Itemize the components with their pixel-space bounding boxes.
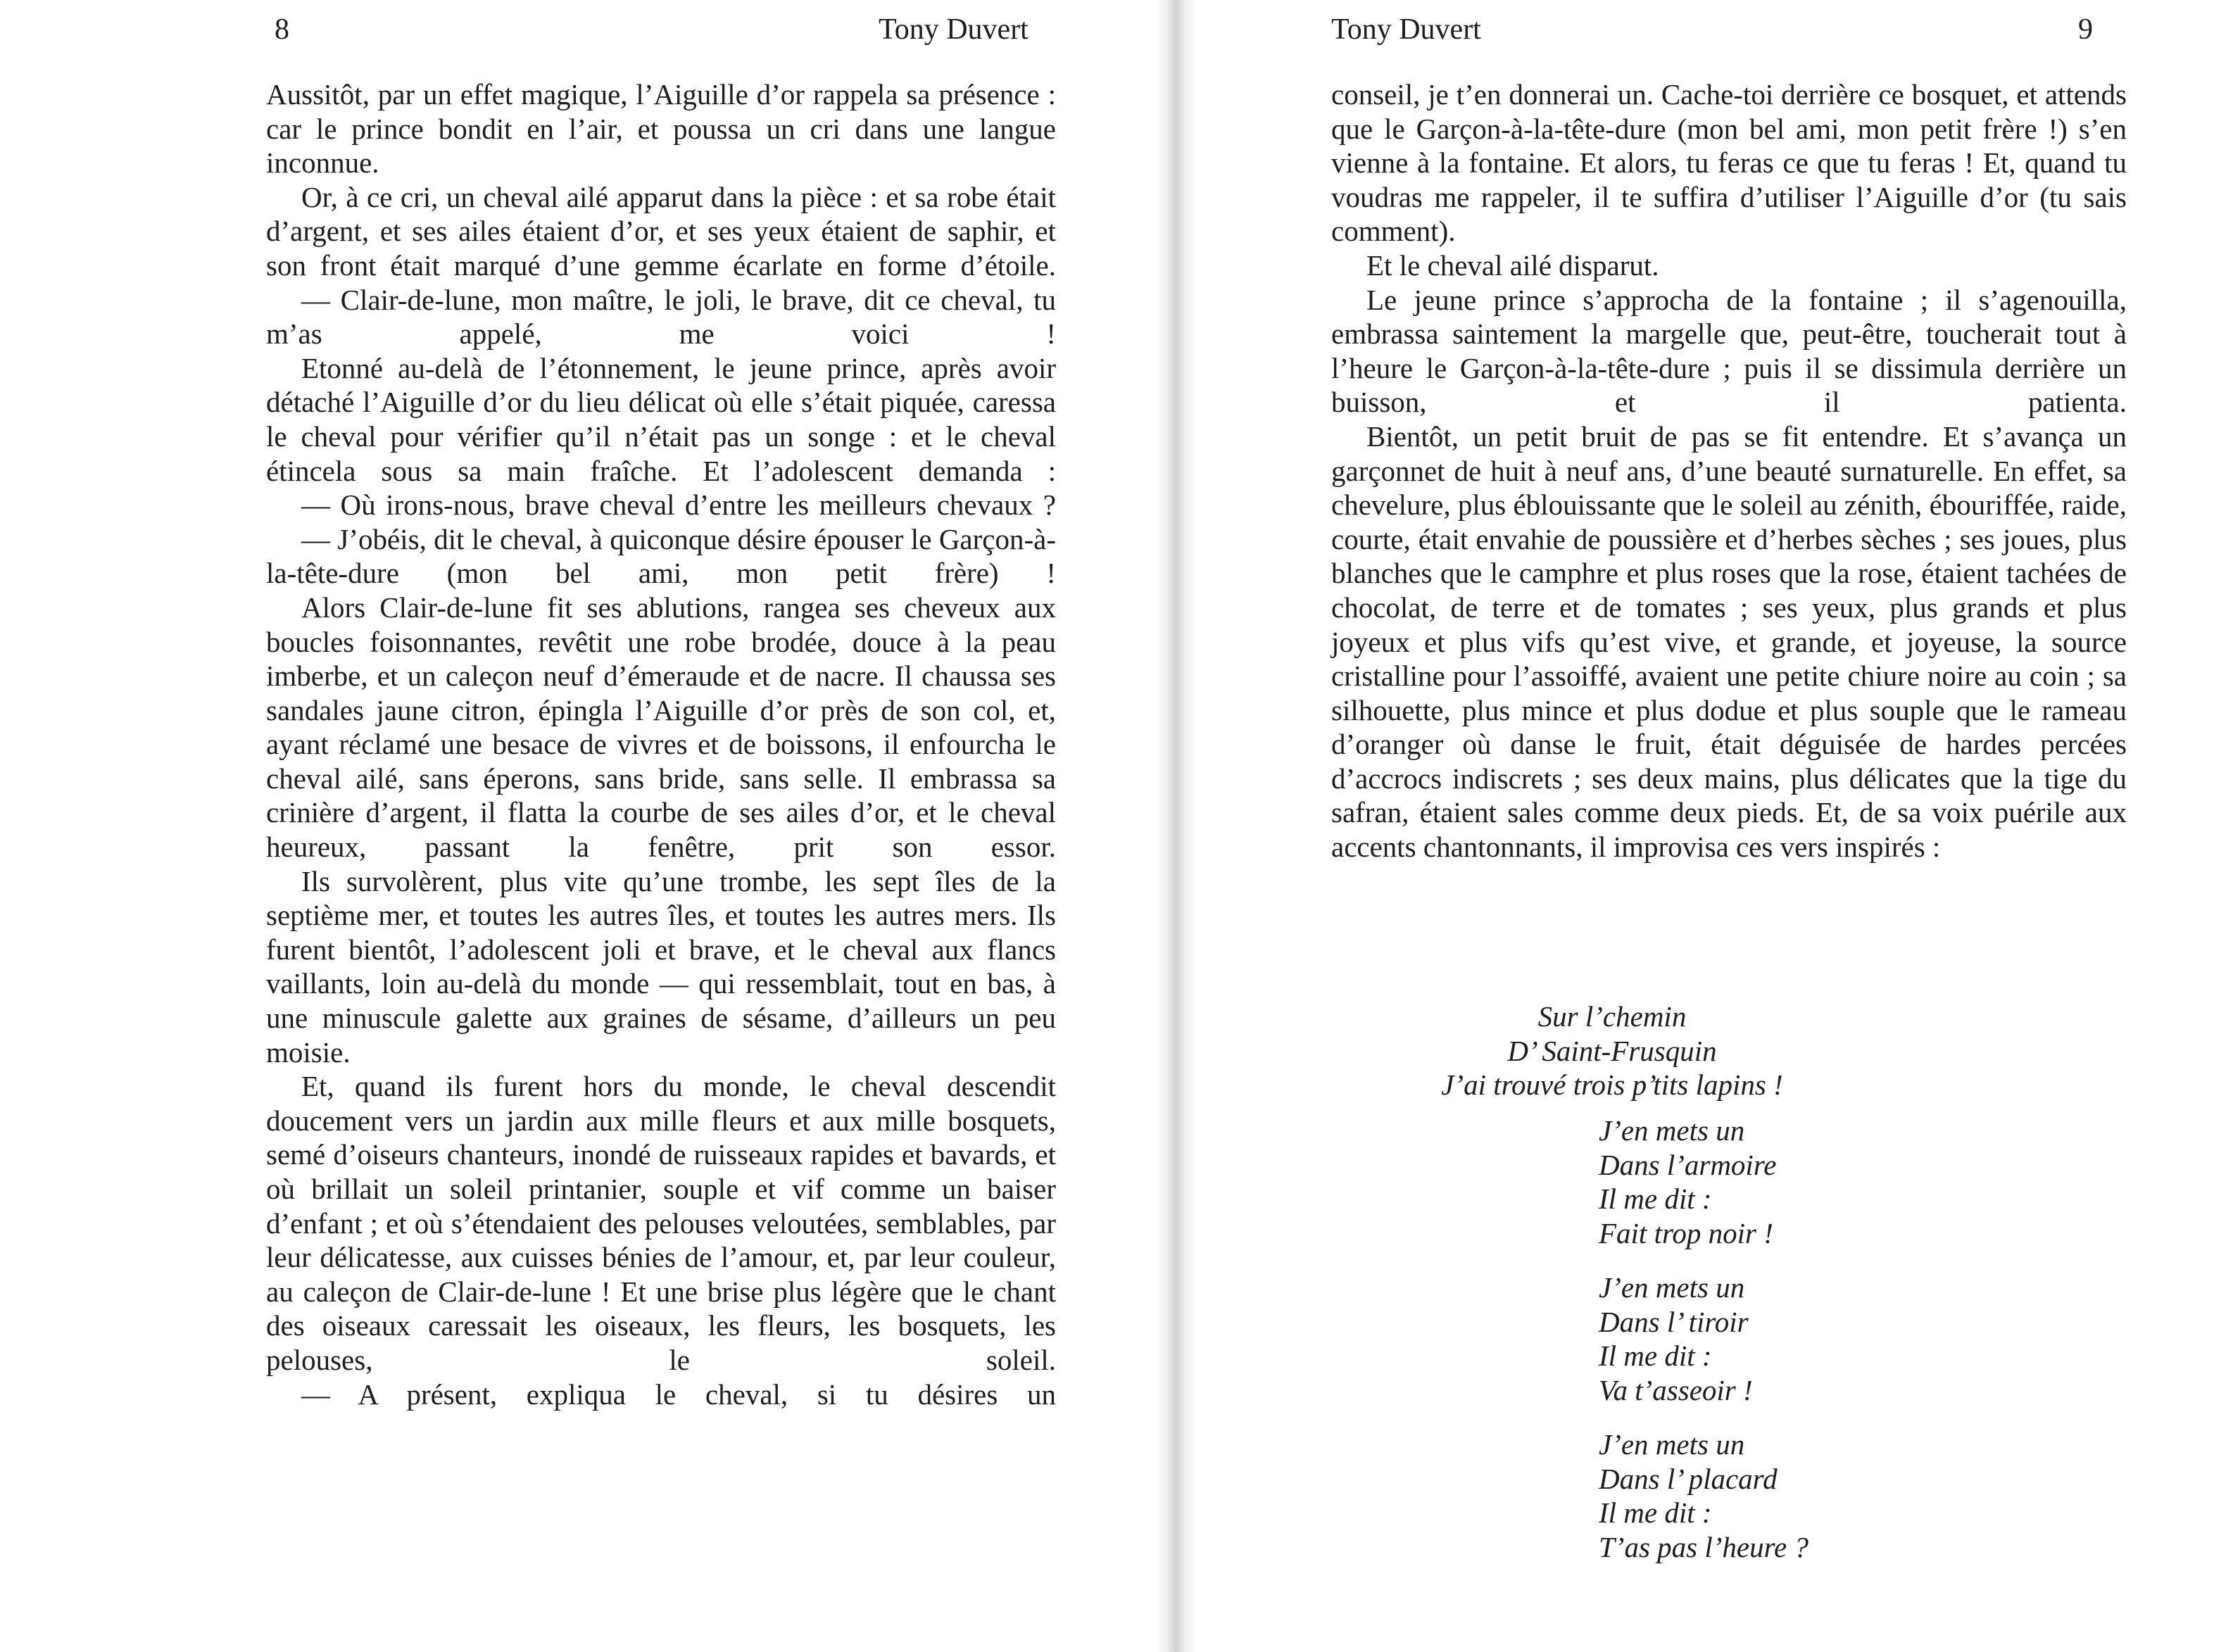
poem-line: D’ Saint-Frusquin: [1507, 1034, 1717, 1067]
running-head: Tony Duvert: [879, 13, 1029, 46]
poem-line: Il me dit :: [1599, 1496, 1712, 1530]
paragraph: Le jeune prince s’approcha de la fontaine ; il s’agenouilla, embrassa saintement la margelle que, peut-être, toucherait tout à l’heure le Garçon-à-la-tête-dure ; puis il se dissimula derrière un buisson, et il patienta.: [1331, 283, 2127, 419]
paragraph: Bientôt, un petit bruit de pas se fit entendre. Et s’avança un garçonnet de huit à neuf ans, d’une beauté surnaturelle. En effet, sa chevelure, plus éblouissante que le soleil au zénith, ébouriffée, raide, courte, était envahie de poussière et d’herbes sèches ; ses joues, plus blanches que le camphre et plus roses que la rose, étaient tachées de chocolat, de terre et de tomates ; ses yeux, plus grands et plus joyeux et plus vifs qu’est vive, et grande, et joyeuse, la source cristalline pour l’assoiffé, avaient une petite chiure noire au coin ; sa silhouette, plus mince et plus dodue et plus souple que le rameau d’oranger où danse le fruit, était déguisée de hardes percées d’accrocs indiscrets ; ses deux mains, plus délicates que la tige du safran, étaient sales comme deux pieds. Et, de sa voix puérile aux accents chantonnants, il improvisa ces vers inspirés :: [1331, 420, 2127, 864]
poem-line: Dans l’ tiroir: [1599, 1305, 1749, 1338]
paragraph: Et le cheval ailé disparut.: [1366, 248, 1659, 282]
right-page: [1197, 0, 2233, 1652]
paragraph: — J’obéis, dit le cheval, à quiconque désire épouser le Garçon-à-la-tête-dure (mon bel ami, mon petit frère) !: [266, 522, 1056, 590]
poem-stanza: [1599, 1270, 1753, 1407]
page-number: 8: [275, 13, 289, 46]
poem-line: T’as pas l’heure ?: [1599, 1530, 1809, 1563]
paragraph: Or, à ce cri, un cheval ailé apparut dans la pièce : et sa robe était d’argent, et ses ailes étaient d’or, et ses yeux étaient de saphir, et son front était marqué d’une gemme écarlate en forme d’étoile.: [266, 180, 1056, 282]
paragraph: Ils survolèrent, plus vite qu’une trombe, les sept îles de la septième mer, et toutes les autres îles, et toutes les autres mers. Ils furent bientôt, l’adolescent joli et brave, et le cheval aux flancs vaillants, loin au-delà du monde — qui ressemblait, tout en bas, à une minuscule galette aux graines de sésame, d’ailleurs un peu moisie.: [266, 864, 1056, 1068]
poem-line: J’ai trouvé trois p’tits lapins !: [1441, 1068, 1783, 1102]
left-page-body: [266, 77, 1056, 1411]
paragraph: — A présent, expliqua le cheval, si tu désires un: [301, 1377, 1056, 1411]
paragraph: — Où irons-nous, brave cheval d’entre les meilleurs chevaux ?: [301, 488, 1056, 522]
poem-line: J’en mets un: [1599, 1428, 1745, 1461]
paragraph: — Clair-de-lune, mon maître, le joli, le brave, dit ce cheval, tu m’as appelé, me voici !: [266, 283, 1056, 351]
paragraph: Alors Clair-de-lune fit ses ablutions, rangea ses cheveux aux boucles foisonnantes, revêtit une robe brodée, douce à la peau imberbe, et un caleçon neuf d’émeraude et de nacre. Il chaussa ses sandales jaune citron, épingla l’Aiguille d’or près de son col, et, ayant réclamé une besace de vivres et de boissons, il enfourcha le cheval ailé, sans éperons, sans bride, sans selle. Il embrassa sa crinière d’argent, il flatta la courbe de ses ailes d’or, et le cheval heureux, passant la fenêtre, prit son essor.: [266, 591, 1056, 864]
poem-stanza: [1394, 1000, 1830, 1102]
paragraph: Et, quand ils furent hors du monde, le cheval descendit doucement vers un jardin aux mille fleurs et aux mille bosquets, semé d’oiseurs chanteurs, inondé de ruisseaux rapides et bavards, et où brillait un soleil printanier, souple et vif comme un baiser d’enfant ; et où s’étendaient des pelouses veloutées, semblables, par leur délicatesse, aux cuisses bénies de l’amour, et, par leur couleur, au caleçon de Clair-de-lune ! Et une brise plus légère que le chant des oiseaux caressait les oiseaux, les fleurs, les bosquets, les pelouses, le soleil.: [266, 1070, 1056, 1376]
poem-line: Dans l’ placard: [1599, 1462, 1778, 1495]
paragraph: conseil, je t’en donnerai un. Cache-toi derrière ce bosquet, et attends que le Garçon-à-la-tête-dure (mon bel ami, mon petit frère !) s’en vienne à la fontaine. Et alors, tu feras ce que tu feras ! Et, quand tu voudras me rappeler, il te suffira d’utiliser l’Aiguille d’or (tu sais comment).: [1331, 78, 2127, 248]
poem-line: J’en mets un: [1599, 1114, 1745, 1147]
poem-line: Il me dit :: [1599, 1339, 1712, 1373]
poem-stanza: [1599, 1427, 1809, 1564]
poem-line: Dans l’armoire: [1599, 1148, 1777, 1181]
paragraph: Aussitôt, par un effet magique, l’Aiguille d’or rappela sa présence : car le prince bondit en l’air, et poussa un cri dans une langue inconnue.: [266, 78, 1056, 179]
running-head: Tony Duvert: [1331, 13, 1481, 46]
poem-line: J’en mets un: [1599, 1271, 1745, 1304]
poem-line: Va t’asseoir !: [1599, 1373, 1753, 1406]
poem-line: Fait trop noir !: [1599, 1216, 1773, 1249]
poem: [1197, 0, 2233, 1652]
page-number: 9: [2078, 13, 2093, 46]
paragraph: Etonné au-delà de l’étonnement, le jeune prince, après avoir détaché l’Aiguille d’or du lieu délicat où elle s’était piquée, caressa le cheval pour vérifier qu’il n’était pas un songe : et le cheval étincela sous sa main fraîche. Et l’adolescent demanda :: [266, 351, 1056, 487]
poem-line: Il me dit :: [1599, 1183, 1712, 1216]
book-gutter: [1155, 0, 1197, 1652]
poem-stanza: [1599, 1114, 1776, 1250]
poem-line: Sur l’chemin: [1537, 1000, 1687, 1033]
